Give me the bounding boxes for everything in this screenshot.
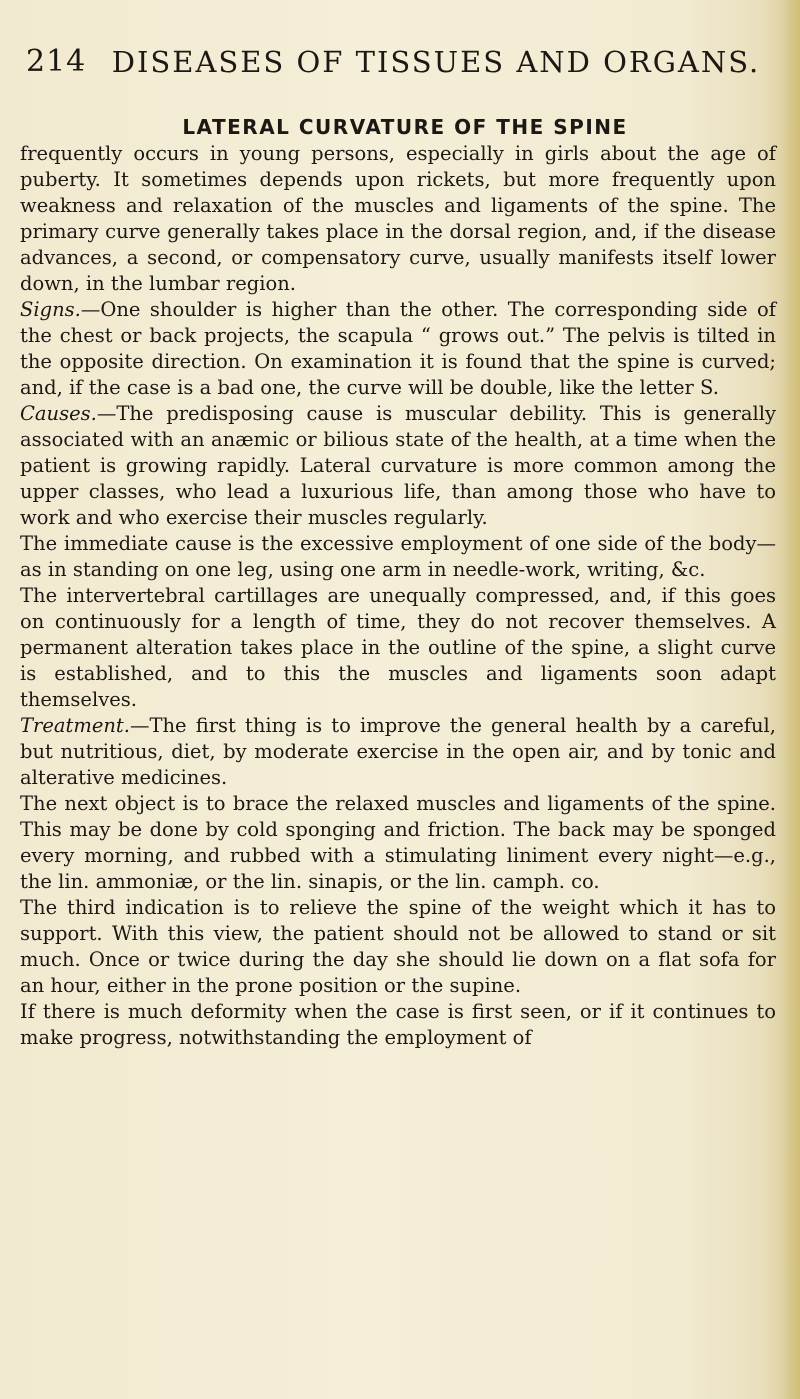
running-head bbox=[26, 42, 766, 82]
paragraph-treatment-text: —The first thing is to improve the general health by a careful, but nutritious, diet, by moderate exercise in the open air, and by tonic and alterative medicines. bbox=[20, 714, 776, 789]
running-title: DISEASES OF TISSUES AND ORGANS. bbox=[111, 45, 761, 79]
paragraph-immediate-cause-text: The immediate cause is the excessive employment of one side of the body—as in standing on one leg, using one arm in needle-work, writing, &c. bbox=[20, 532, 776, 581]
paragraph-deformity bbox=[20, 999, 776, 1051]
paragraph-causes-lead: Causes. bbox=[20, 402, 97, 425]
paragraph-causes-text: —The predisposing cause is muscular debility. This is generally associated with an anæmic or bilious state of the health, at a time when the patient is growing rapidly. Lateral curvature is more common among the upper classes, who lead a luxurious life, than among those who have to work and who exercise their muscles regularly. bbox=[20, 402, 776, 529]
page-edge-shading bbox=[782, 0, 800, 1399]
paragraph-signs-text: —One shoulder is higher than the other. The corresponding side of the chest or back projects, the scapula “ grows out.” The pelvis is tilted in the opposite direction. On examination it is found that the spine is curved; and, if the case is a bad one, the curve will be double, like the letter S. bbox=[20, 298, 776, 399]
paragraph-1-text: frequently occurs in young persons, especially in girls about the age of puberty. It sometimes depends upon rickets, but more frequently upon weakness and relaxation of the muscles and ligaments of the spine. The primary curve generally takes place in the dorsal region, and, if the disease advances, a second, or compensatory curve, usually manifests itself lower down, in the lumbar region. bbox=[20, 142, 776, 295]
paragraph-treatment-lead: Treatment. bbox=[20, 714, 130, 737]
section-heading: LATERAL CURVATURE OF THE SPINE bbox=[182, 115, 628, 139]
paragraph-causes bbox=[20, 401, 776, 531]
body-text bbox=[20, 141, 776, 1051]
paragraph-cartillages bbox=[20, 583, 776, 713]
paragraph-1 bbox=[20, 141, 776, 297]
paragraph-deformity-text: If there is much deformity when the case is first seen, or if it continues to make progress, notwithstanding the employment of bbox=[20, 1000, 776, 1049]
paragraph-signs bbox=[20, 297, 776, 401]
paragraph-third-indication bbox=[20, 895, 776, 999]
paragraph-cartillages-text: The intervertebral cartillages are unequally compressed, and, if this goes on continuously for a length of time, they do not recover themselves. A permanent alteration takes place in the outline of the spine, a slight curve is established, and to this the muscles and ligaments soon adapt themselves. bbox=[20, 584, 776, 711]
paragraph-third-indication-text: The third indication is to relieve the spine of the weight which it has to support. With this view, the patient should not be allowed to stand or sit much. Once or twice during the day she should lie down on a flat sofa for an hour, either in the prone position or the supine. bbox=[20, 896, 776, 997]
paragraph-brace-text: The next object is to brace the relaxed muscles and ligaments of the spine. This may be done by cold sponging and friction. The back may be sponged every morning, and rubbed with a stimulating liniment every night—e.g., the lin. ammoniæ, or the lin. sinapis, or the lin. camph. co. bbox=[20, 792, 776, 893]
paragraph-signs-lead: Signs. bbox=[20, 298, 81, 321]
paragraph-treatment bbox=[20, 713, 776, 791]
paragraph-brace bbox=[20, 791, 776, 895]
page-number: 214 bbox=[26, 44, 87, 79]
paragraph-immediate-cause bbox=[20, 531, 776, 583]
